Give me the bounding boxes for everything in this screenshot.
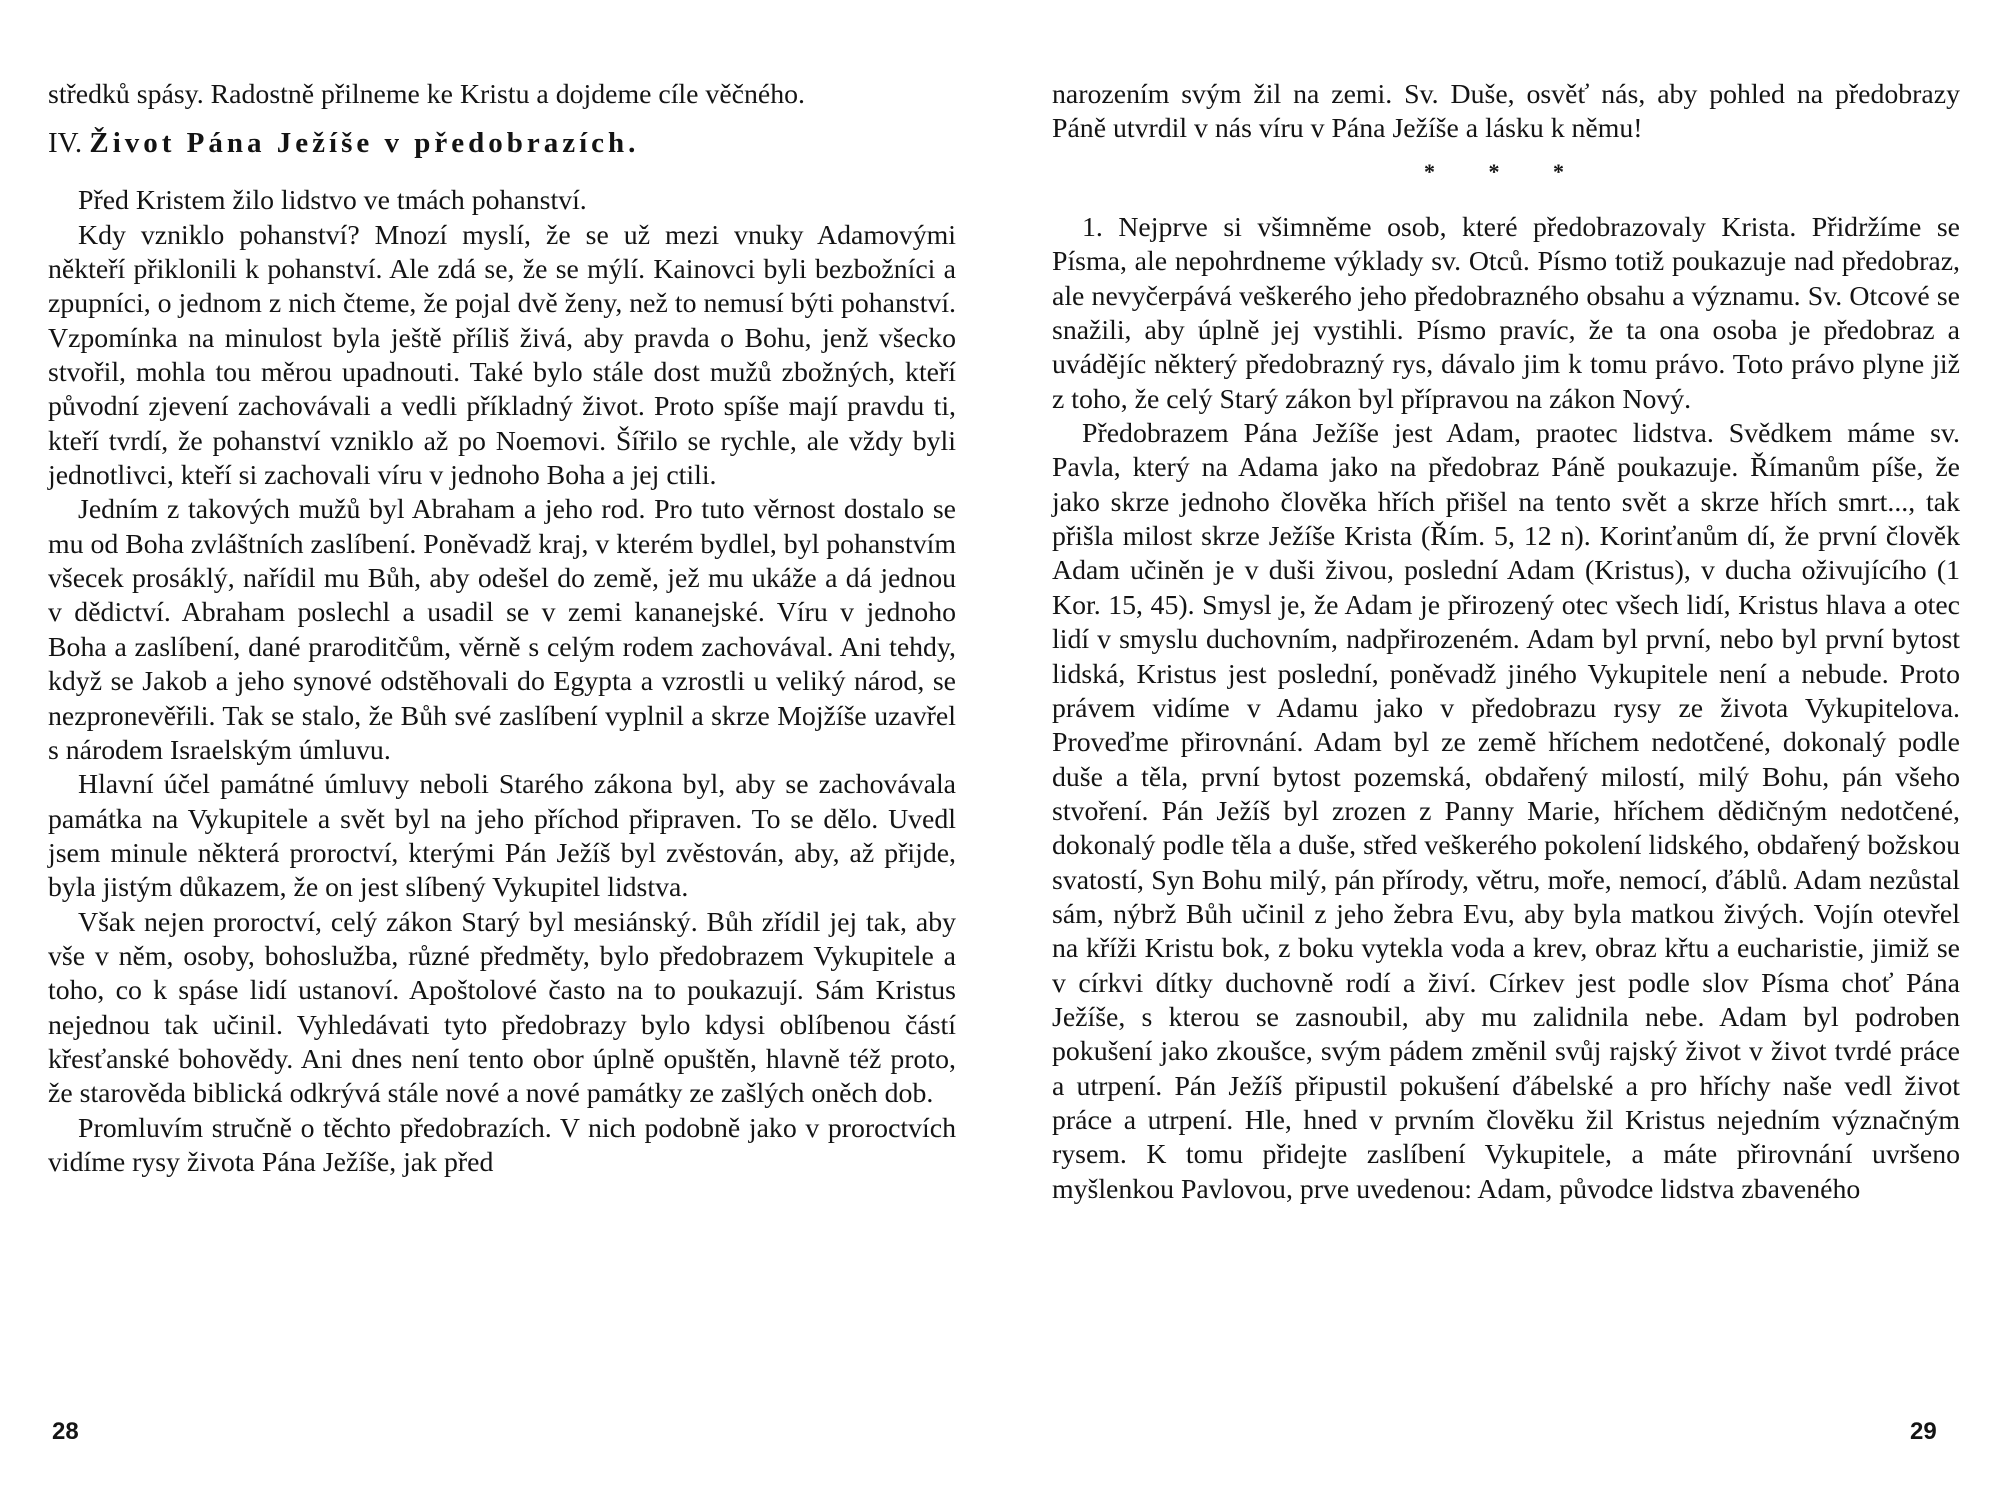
right-page <box>1052 78 1960 1498</box>
paragraph: 1. Nejprve si všimněme osob, které předobrazovaly Krista. Přidržíme se Písma, ale nepohrdneme výklady sv. Otců. Písmo totiž poukazuje nad předobraz, ale nevyčerpává veškerého jeho předobrazného obsahu a významu. Sv. Otcové se snažili, aby úplně jej vystihli. Písmo pravíc, že ta ona osoba je předobraz a uvádějíc některý předobrazný rys, dávalo jim k tomu právo. Toto právo plyne již z toho, že celý Starý zákon byl přípravou na zákon Nový. <box>1052 212 1960 415</box>
paragraph: Před Kristem žilo lidstvo ve tmách pohanství. <box>78 185 587 217</box>
chapter-title: Život Pána Ježíše v předobrazích. <box>89 127 640 160</box>
chapter-number: IV. <box>48 127 83 160</box>
paragraph: Jedním z takových mužů byl Abraham a jeho rod. Pro tuto věrnost dostalo se mu od Boha zvláštních zaslíbení. Poněvadž kraj, v kterém bydlel, byl pohanstvím všecek prosáklý, nařídil mu Bůh, aby odešel do země, jež mu ukáže a dá jednou v dědictví. Abraham poslechl a usadil se v zemi kananejské. Víru v jednoho Boha a zaslíbení, dané praroditčům, věrně s celým rodem zachovával. Ani tehdy, když se Jakob a jeho synové odstěhovali do Egypta a vzrostli u veliký národ, se nezpronevěřili. Tak se stalo, že Bůh své zaslíbení vyplnil a skrze Mojžíše uzavřel s národem Israelským úmluvu. <box>48 494 956 766</box>
paragraph: Hlavní účel památné úmluvy neboli Starého zákona byl, aby se zachovávala památka na Vykupitele a svět byl na jeho příchod připraven. To se dělo. Uvedl jsem minule některá proroctví, kterými Pán Ježíš byl zvěstován, aby, až přijde, byla jistým důkazem, že on jest slíbený Vykupitel lidstva. <box>48 769 956 904</box>
paragraph: Předobrazem Pána Ježíše jest Adam, praotec lidstva. Svědkem máme sv. Pavla, který na Adama jako na předobraz Páně poukazuje. Římanům píše, že jako skrze jednoho člověka hřích přišel na tento svět a skrze hřích smrt..., tak přišla milost skrze Ježíše Krista (Řím. 5, 12 n). Korinťanům dí, že první člověk Adam učiněn je v duši živou, poslední Adam (Kristus), v ducha oživujícího (1 Kor. 15, 45). Smysl je, že Adam je přirozený otec všech lidí, Kristus hlava a otec lidí v smyslu duchovním, nadpřirozeném. Adam byl první, nebo byl první bytost lidská, Kristus jest poslední, poněvadž jiného Vykupitele není a nebude. Proto právem vidíme v Adamu jako v předobrazu rysy ze života Vykupitelova. Proveďme přirovnání. Adam byl ze země hříchem nedotčené, dokonalý podle duše a těla, první bytost pozemská, obdařený milostí, milý Bohu, pán všeho stvoření. Pán Ježíš byl zrozen z Panny Marie, hříchem dědičným nedotčené, dokonalý podle těla a duše, střed veškerého pokolení lidského, obdařený božskou svatostí, Syn Bohu milý, pán přírody, větru, moře, nemocí, ďáblů. Adam nezůstal sám, nýbrž Bůh učinil z jeho žebra Evu, aby byla matkou živých. Vojín otevřel na kříži Kristu bok, z boku vytekla voda a krev, obraz křtu a eucharistie, jimiž se v církvi dítky duchovně rodí a živí. Církev jest podle slov Písma choť Pána Ježíše, s kterou se zasnoubil, aby mu zalidnila nebe. Adam byl podroben pokušení jako zkoušce, svým pádem změnil svůj rajský život v život tvrdé práce a utrpení. Pán Ježíš připustil pokušení ďábelské a pro hříchy naše vedl život práce a utrpení. Hle, hned v prvním člověku žil Kristus nejedním význačným rysem. K tomu přidejte zaslíbení Vykupitele, a máte přirovnání uvršeno myšlenkou Pavlovou, prve uvedenou: Adam, původce lidstva zbaveného <box>1052 418 1960 1205</box>
left-continuation-text: středků spásy. Radostně přilneme ke Kristu a dojdeme cíle věčného. <box>48 79 805 110</box>
page-number-left: 28 <box>52 1418 79 1445</box>
paragraph: Kdy vzniklo pohanství? Mnozí myslí, že se už mezi vnuky Adamovými někteří přiklonili k pohanství. Ale zdá se, že se mýlí. Kainovci byli bezbožníci a zpupníci, o jednom z nich čteme, že pojal dvě ženy, než to nemusí býti pohanství. Vzpomínka na minulost byla ještě příliš živá, aby pravda o Bohu, jenž všecko stvořil, mohla tou měrou upadnouti. Také bylo stále dost mužů zbožných, kteří původní zjevení zachovávali a vedli příkladný život. Proto spíše mají pravdu ti, kteří tvrdí, že pohanství vzniklo až po Noemovi. Šířilo se rychle, ale vždy byli jednotlivci, kteří si zachovali víru v jednoho Boha a jej ctili. <box>48 219 956 492</box>
chapter-heading <box>48 122 956 164</box>
section-separator: * * * <box>1424 158 1588 184</box>
paragraph: Promluvím stručně o těchto předobrazích. V nich podobně jako v proroctvích vidíme rysy života Pána Ježíše, jak před <box>48 1112 956 1178</box>
left-page <box>48 78 956 1498</box>
page-number-right: 29 <box>1910 1418 1937 1445</box>
paragraph: Však nejen proroctví, celý zákon Starý byl mesiánský. Bůh zřídil jej tak, aby vše v něm, osoby, bohoslužba, různé předměty, bylo předobrazem Vykupitele a toho, co k spáse lidí ustanoví. Apoštolové často na to poukazují. Sám Kristus nejednou tak učinil. Vyhledávati tyto předobrazy bylo kdysi oblíbenou částí křesťanské bohovědy. Ani dnes není tento obor úplně opuštěn, hlavně též proto, že starověda biblická odkrývá stále nové a nové památky ze zašlých oněch dob. <box>48 906 956 1110</box>
left-text-column <box>48 78 956 1180</box>
right-continuation-text: narozením svým žil na zemi. Sv. Duše, osvěť nás, aby pohled na předobrazy Páně utvrdil v nás víru v Pána Ježíše a lásku k němu! <box>1052 79 1960 145</box>
right-text-column <box>1052 78 1960 1207</box>
